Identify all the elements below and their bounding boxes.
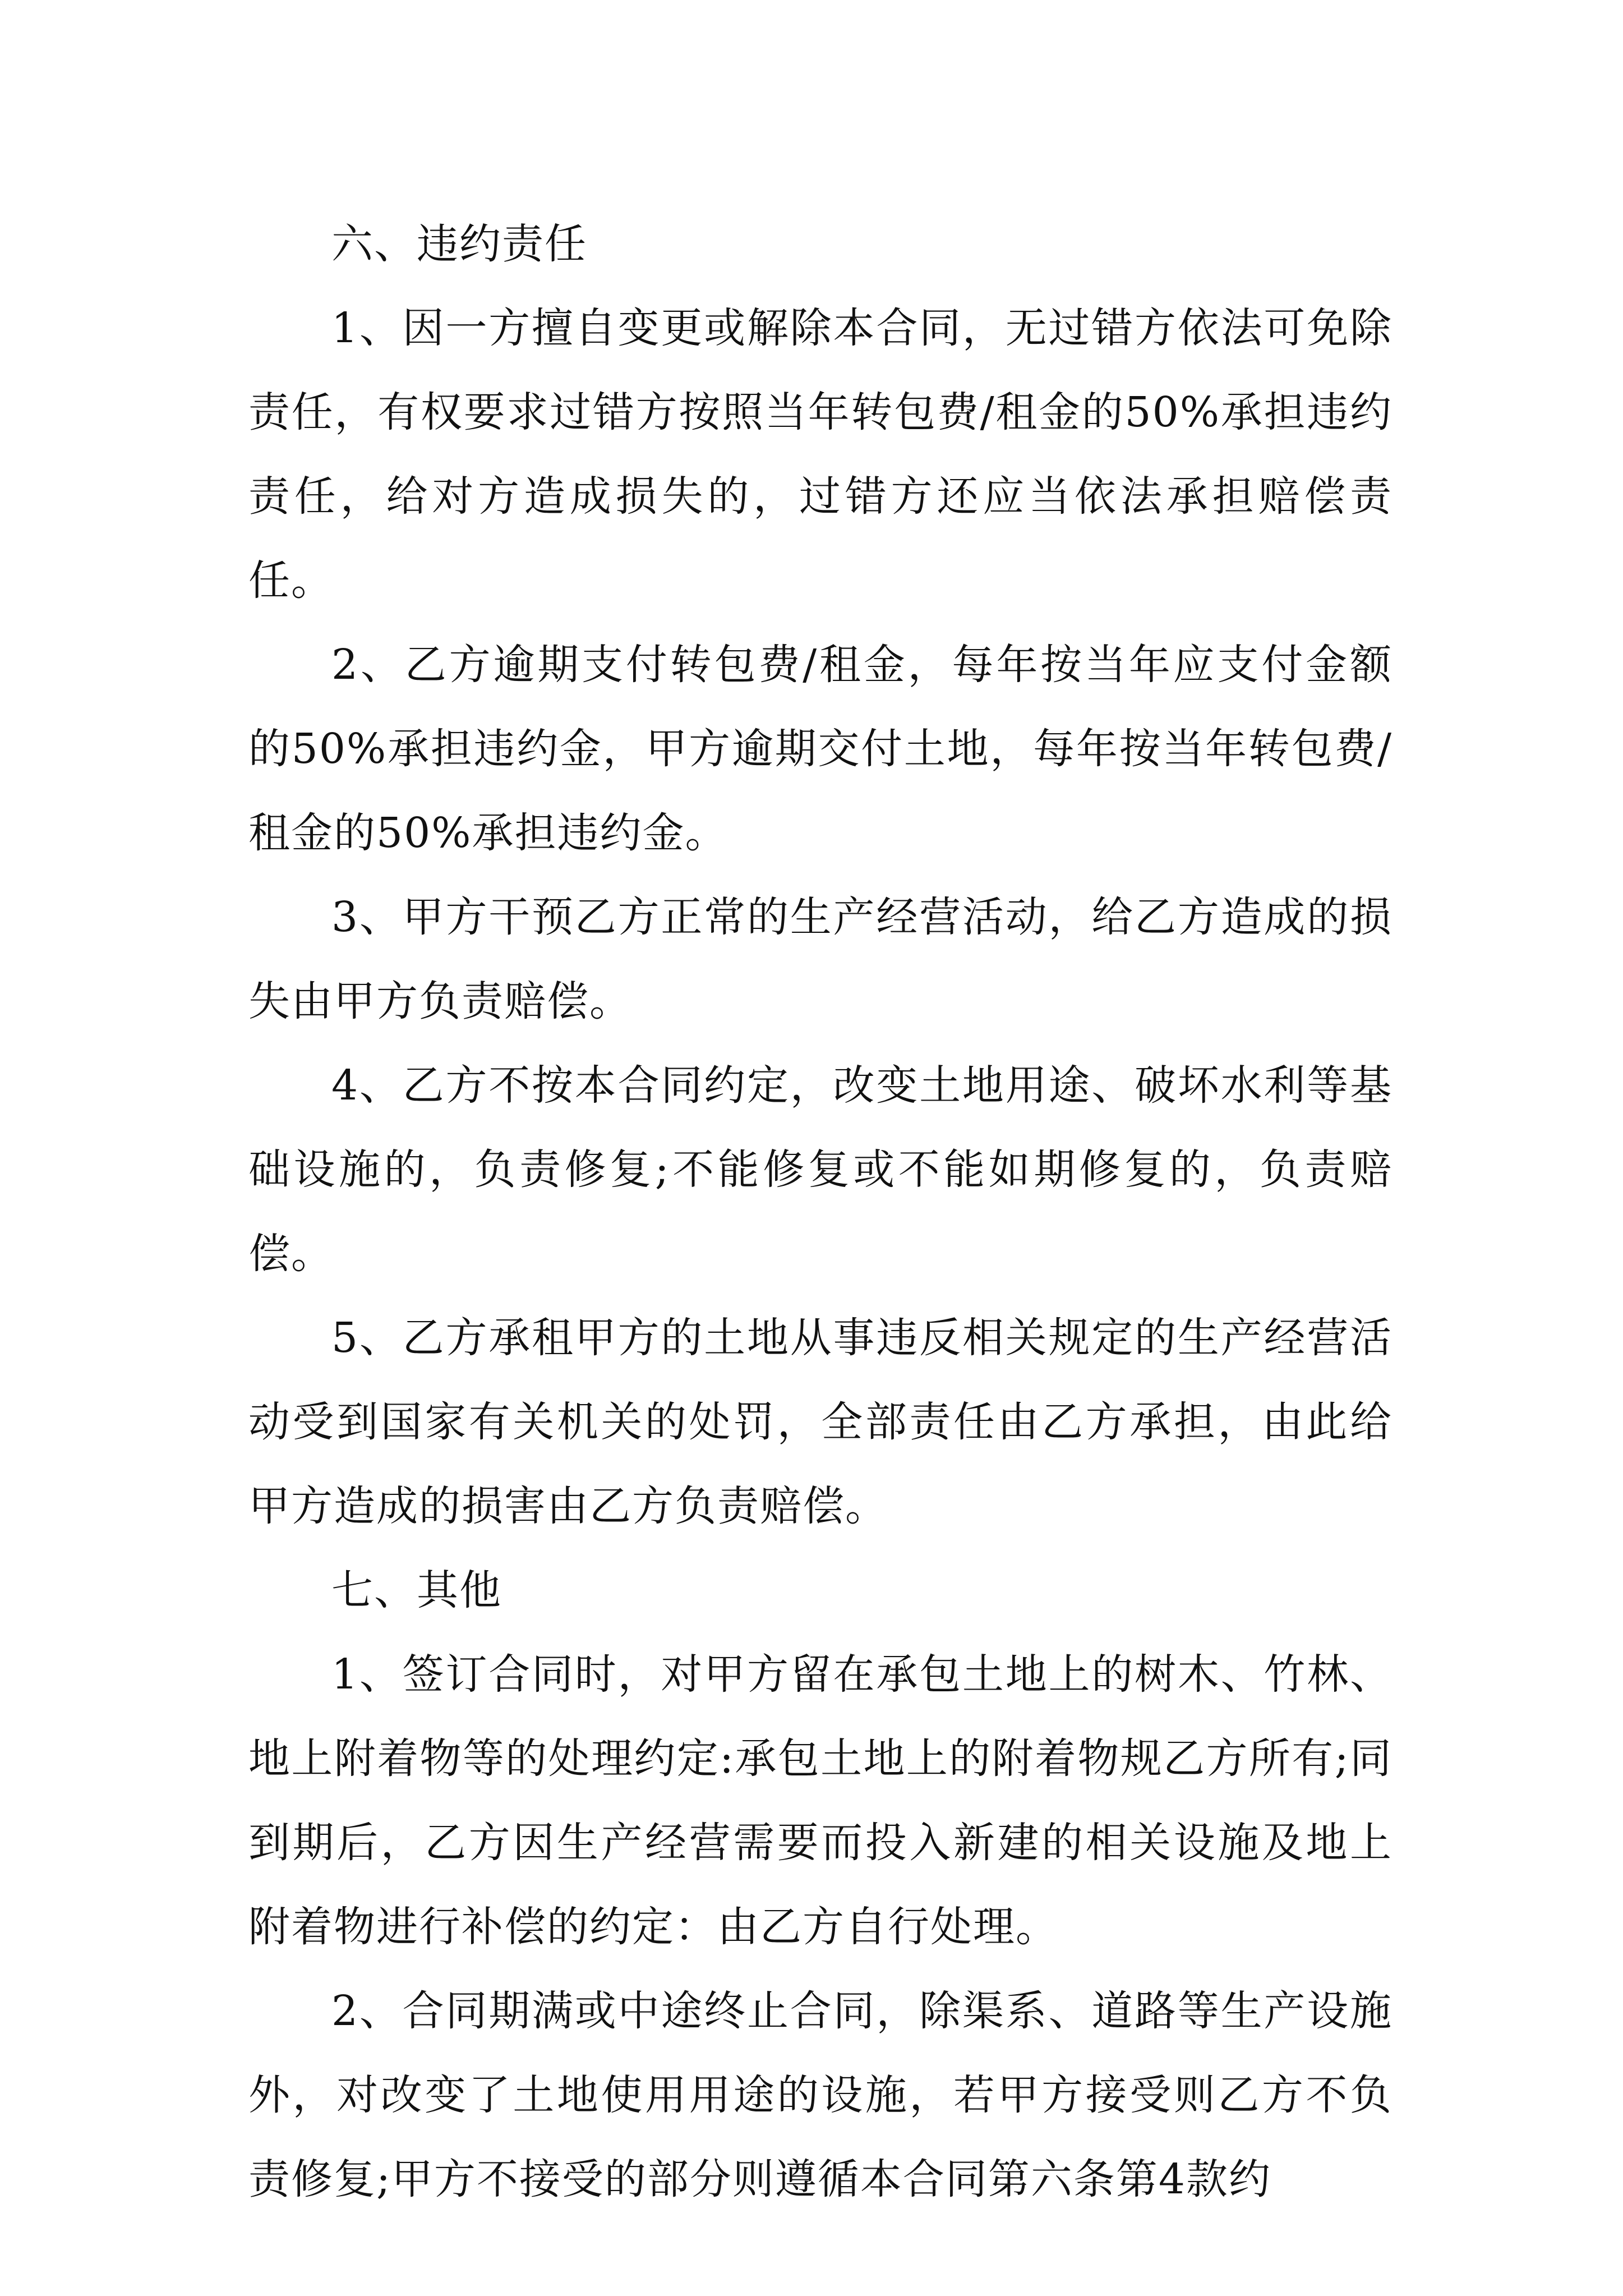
document-body	[248, 202, 1393, 2221]
paragraph: 3、甲方干预乙方正常的生产经营活动，给乙方造成的损失由甲方负责赔偿。	[248, 893, 1393, 1025]
paragraph: 5、乙方承租甲方的土地从事违反相关规定的生产经营活动受到国家有关机关的处罚，全部责任由乙方承担，由此给甲方造成的损害由乙方负责赔偿。	[248, 1314, 1393, 1530]
paragraph: 4、乙方不按本合同约定，改变土地用途、破坏水利等基础设施的，负责修复;不能修复或不能如期修复的，负责赔偿。	[248, 1061, 1393, 1278]
paragraph: 2、乙方逾期支付转包费/租金，每年按当年应支付金额的50%承担违约金，甲方逾期交付土地，每年按当年转包费/租金的50%承担违约金。	[248, 641, 1393, 857]
section-heading-other: 七、其他	[331, 1566, 502, 1614]
section-heading-liability: 六、违约责任	[331, 220, 587, 268]
paragraph: 1、因一方擅自变更或解除本合同，无过错方依法可免除责任，有权要求过错方按照当年转包费/租金的50%承担违约责任，给对方造成损失的，过错方还应当依法承担赔偿责任。	[248, 304, 1393, 605]
paragraph: 2、合同期满或中途终止合同，除渠系、道路等生产设施外，对改变了土地使用用途的设施，若甲方接受则乙方不负责修复;甲方不接受的部分则遵循本合同第六条第4款约	[248, 1987, 1393, 2203]
paragraph: 1、签订合同时，对甲方留在承包土地上的树木、竹林、地上附着物等的处理约定:承包土地上的附着物规乙方所有;同到期后，乙方因生产经营需要而投入新建的相关设施及地上附着物进行补偿的约定：由乙方自行处理。	[248, 1650, 1393, 1951]
